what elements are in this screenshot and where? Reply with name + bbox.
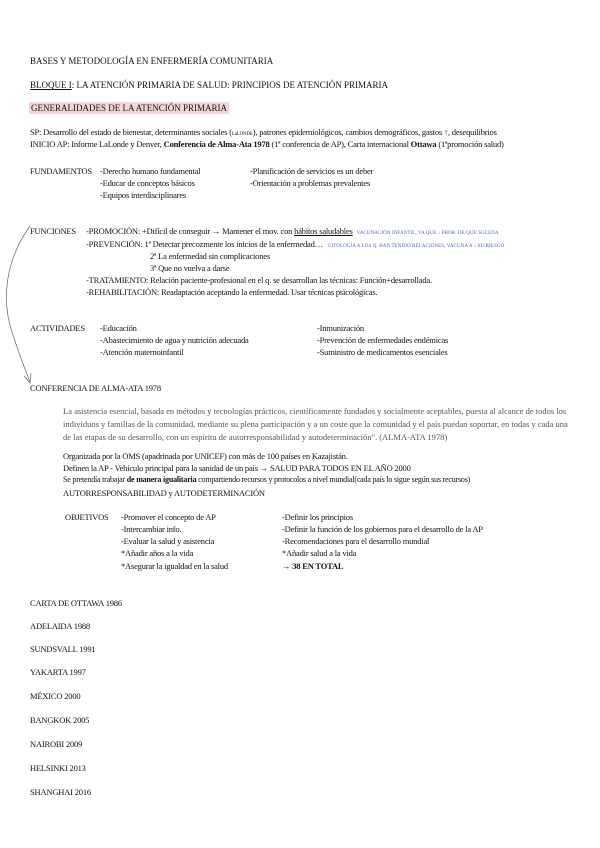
lalonde-small: LaLONDE	[231, 132, 253, 137]
actividad-item: -Educación	[100, 323, 137, 333]
event-item: ADELAIDA 1988	[30, 621, 90, 631]
promocion-note: VACUNACIÓN INFANTIL, YA QUE ↓ PROB. DE QUE SUCEDA	[356, 231, 499, 236]
event-item: CARTA DE OTTAWA 1986	[30, 598, 122, 608]
bloque-heading	[30, 81, 388, 90]
objetivo-item: -Evaluar la salud y asistencia	[121, 536, 215, 546]
funcion-rehabilitacion: -REHABILITACIÓN: Readaptación aceptando la enfermedad. Usar técnicas psicológicas.	[86, 287, 378, 297]
actividad-item: -Atención maternoinfantil	[100, 347, 184, 357]
funcion-prevencion: -PREVENCIÓN: 1ª Detectar precozmente los inicios de la enfermedad… CITOLOGÍA A LOS Q. HAN TENIDO RELACIONES, VACUNA A ↓ SU RIESGO	[86, 239, 505, 249]
document-title: BASES Y METODOLOGÍA EN ENFERMERÍA COMUNITARIA	[30, 56, 274, 66]
fundamentos-item: -Planificación de servicios es un deber	[250, 166, 374, 176]
actividad-item: -Abastecimiento de agua y nutrición adecuada	[100, 335, 249, 345]
bloque-text: : LA ATENCIÓN PRIMARIA DE SALUD: PRINCIPIOS DE ATENCIÓN PRIMARIA	[71, 80, 389, 90]
fundamentos-item: -Orientación a problemas prevalentes	[250, 178, 371, 188]
objetivo-item: *Asegurar la igualdad en la salud	[121, 561, 228, 571]
objetivo-item: -Recomendaciones para el desarrollo mundial	[282, 536, 430, 546]
conferencia-title: CONFERENCIA DE ALMA-ATA 1978	[30, 383, 161, 393]
inicio-line: INICIO AP: Informe LaLonde y Denver, Conferencia de Alma-Ata 1978 (1ª conferencia de AP), Carta internacional Ottawa (1ªpromoción salud)	[30, 139, 504, 149]
event-item: YAKARTA 1997	[30, 667, 86, 677]
conferencia-line: AUTORRESPONSABILIDAD y AUTODETERMINACIÓN	[63, 488, 265, 498]
objetivos-label: OBJETIVOS	[65, 512, 109, 522]
objetivos-total: → 38 EN TOTAL	[282, 561, 344, 571]
objetivo-item: *Añadir salud a la vida	[282, 548, 357, 558]
actividad-item: -Suministro de medicamentos esenciales	[317, 347, 448, 357]
objetivo-item: -Promover el concepto de AP	[121, 512, 216, 522]
event-item: NAIROBI 2009	[30, 739, 83, 749]
objetivo-item: -Definir la función de los gobiernos para el desarrollo de la AP	[282, 524, 483, 534]
funcion-promocion: -PROMOCIÓN: +Difícil de conseguir → Mantener el mov. con hábitos saludables VACUNACIÓN INFANTIL, YA QUE ↓ PROB. DE QUE SUCEDA	[86, 226, 499, 236]
conferencia-line: Organizada por la OMS (apadrinada por UNICEF) con más de 100 países en Kazajistán.	[63, 451, 348, 461]
fundamentos-label: FUNDAMENTOS	[30, 166, 92, 176]
event-item: BANGKOK 2005	[30, 715, 90, 725]
objetivo-item: -Definir los principios	[282, 512, 353, 522]
alma-ata-quote: La asistencia esencial, basada en métodos y tecnologías prácticos, científicamente fundados y socialmente aceptables, puesta al alcance de todos los individuos y familias de la comunidad, mediante su plena participación y a un coste que la comunidad y el país puedan soportar, en todas y cada una de las etapas de su desarrollo, con un espíritu de autorresponsabilidad y autodeterminación". (ALMA-ATA 1978)	[63, 406, 568, 442]
section-heading	[29, 104, 229, 113]
event-item: MÉXICO 2000	[30, 691, 81, 701]
funcion-tratamiento: -TRATAMIENTO: Relación paciente-profesional en el q. se desarrollan las técnicas: Función+desarrollada.	[86, 275, 432, 285]
prevencion-nivel-2: 2ª La enfermedad sin complicaciones	[150, 251, 270, 261]
fundamentos-item: -Derecho humano fundamental	[100, 166, 201, 176]
fundamentos-item: -Equipos interdisciplinares	[100, 190, 186, 200]
prevencion-note: CITOLOGÍA A LOS Q. HAN TENIDO RELACIONES, VACUNA A ↓ SU RIESGO	[327, 244, 505, 249]
section-title-highlight: GENERALIDADES DE LA ATENCIÓN PRIMARIA	[31, 103, 227, 113]
prevencion-nivel-3: 3ª Que no vuelva a darse	[150, 263, 230, 273]
objetivo-item: -Intercambiar info.	[121, 524, 182, 534]
actividades-label: ACTIVIDADES	[30, 323, 85, 333]
event-item: SUNDSVALL 1991	[30, 644, 96, 654]
actividad-item: -Prevención de enfermedades endémicas	[317, 335, 449, 345]
sp-line: SP: Desarrollo del estado de bienestar, determinantes sociales (LaLONDE), patrones epidemiológicos, cambios demográficos, gastos ↑, desequilibrios	[30, 127, 497, 137]
fundamentos-item: -Educar de conceptos básicos	[100, 178, 195, 188]
objetivo-item: *Añadir años a la vida	[121, 548, 194, 558]
event-item: HELSINKI 2013	[30, 763, 86, 773]
conferencia-line: Definen la AP - Vehículo principal para la sanidad de un país → SALUD PARA TODOS EN EL AÑO 2000	[63, 463, 411, 473]
conferencia-line: Se pretendía trabajar de manera igualitaria compartiendo recursos y protocolos a nivel mundial(cada país lo sigue según sus recursos)	[63, 475, 471, 484]
actividad-item: -Inmunización	[317, 323, 364, 333]
curved-arrow-icon	[0, 222, 40, 392]
bloque-label: BLOQUE I	[30, 80, 72, 90]
funciones-label: FUNCIONES	[30, 226, 76, 236]
event-item: SHANGHAI 2016	[30, 787, 91, 797]
